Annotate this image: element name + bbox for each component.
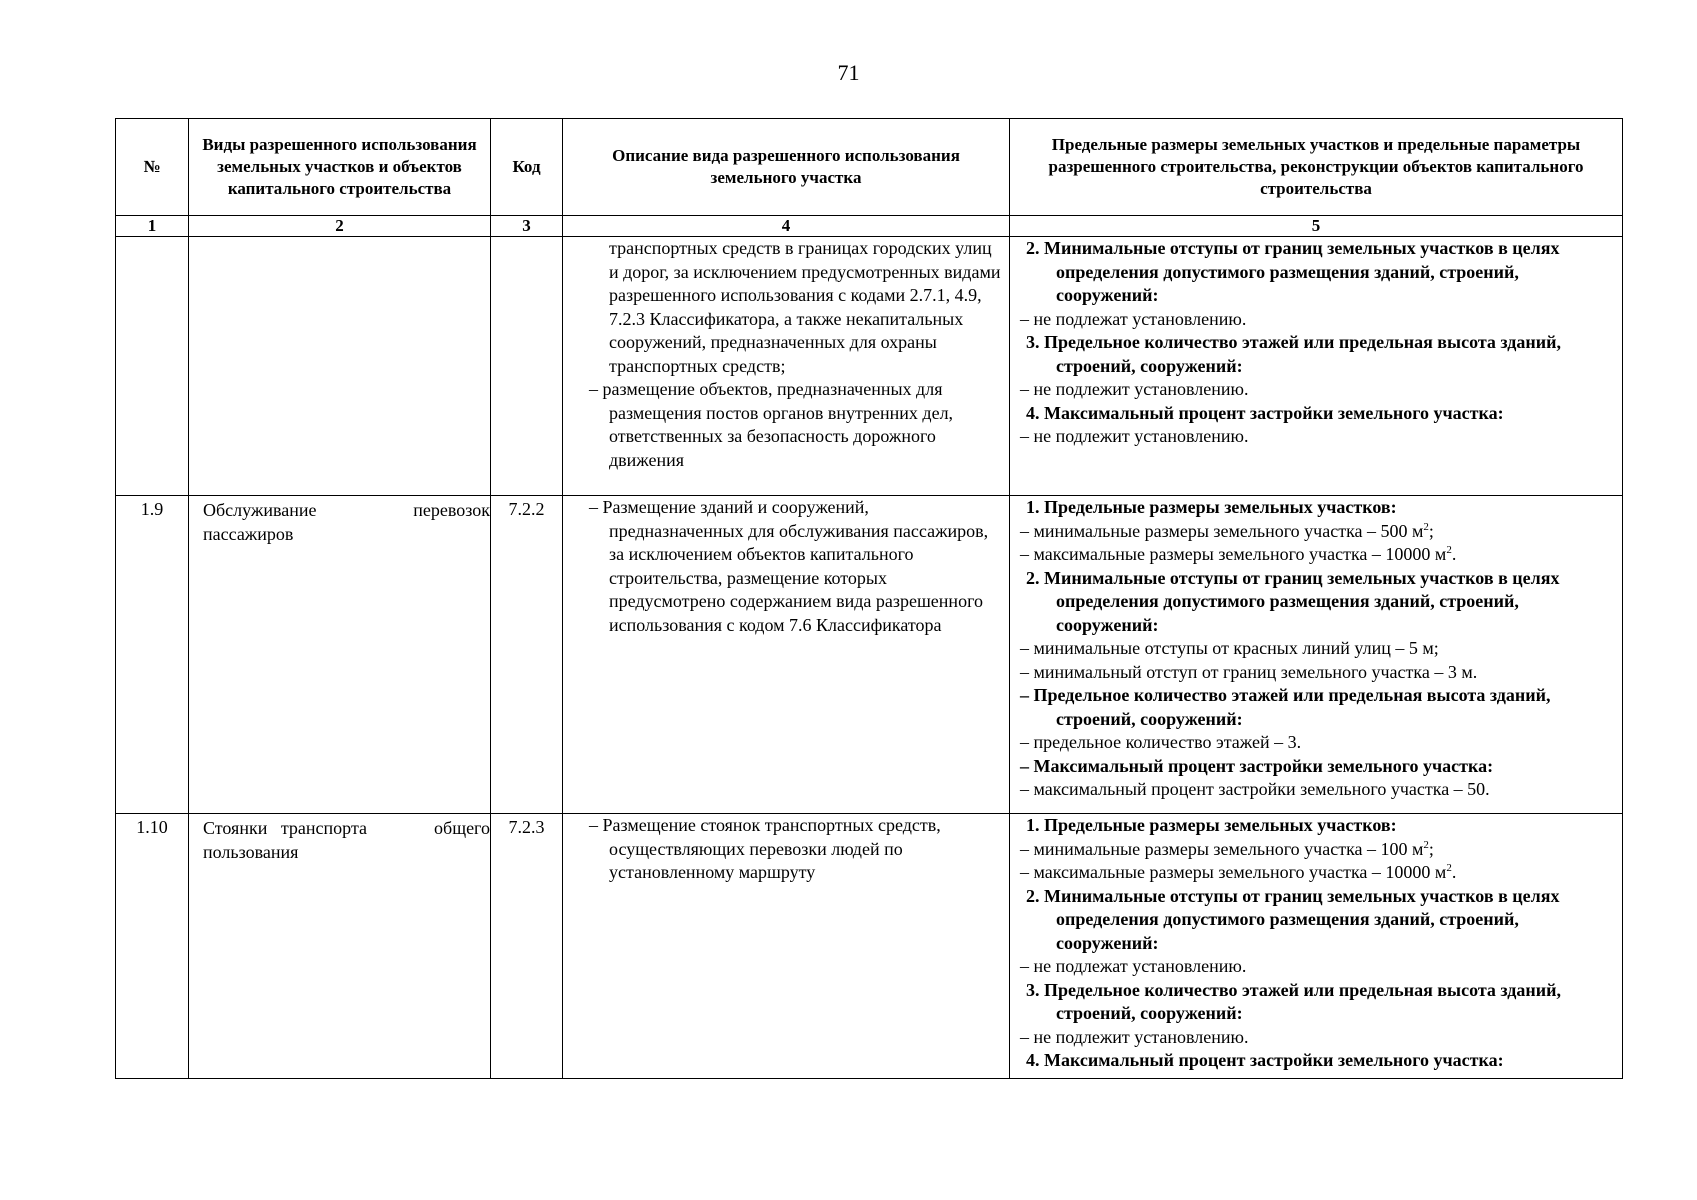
column-number: 4 (563, 216, 1010, 237)
column-number: 2 (189, 216, 491, 237)
param-heading: 2. Минимальные отступы от границ земельных участков в целях определения допустимого размещения зданий, строений, сооружений: (1026, 238, 1560, 305)
superscript: 2 (1423, 520, 1429, 533)
header-description: Описание вида разрешенного использования земельного участка (563, 119, 1010, 216)
header-number: № (116, 119, 189, 216)
param-heading: 2. Минимальные отступы от границ земельных участков в целях определения допустимого размещения зданий, строений, сооружений: (1026, 885, 1560, 953)
use-kind-word: Обслуживание (203, 500, 317, 520)
param-heading: 4. Максимальный процент застройки земельного участка: (1026, 402, 1504, 423)
use-kind-word: пользования (203, 842, 299, 862)
param-item-tail: ; (1428, 838, 1434, 859)
row-parameters (1010, 814, 1623, 1079)
param-heading: 4. Максимальный процент застройки земельного участка: (1026, 1050, 1504, 1070)
row-code (491, 237, 563, 496)
param-item: – не подлежит установлению. (1020, 379, 1249, 399)
param-heading: – Предельное количество этажей или предельная высота зданий, строений, сооружений: (1020, 685, 1551, 729)
row-number: 1.10 (116, 814, 189, 1079)
param-item (1020, 861, 1622, 885)
param-item (1020, 838, 1622, 862)
column-number-row (116, 216, 1623, 237)
row-description (563, 237, 1010, 496)
param-heading: 2. Минимальные отступы от границ земельных участков в целях определения допустимого размещения зданий, строений, сооружений: (1026, 567, 1560, 635)
row-description (563, 814, 1010, 1079)
param-item: – не подлежит установлению. (1020, 426, 1249, 446)
column-number: 1 (116, 216, 189, 237)
table-row (116, 814, 1623, 1079)
param-heading: 1. Предельные размеры земельных участков: (1026, 815, 1397, 835)
table-header-row (116, 119, 1623, 216)
column-number: 3 (491, 216, 563, 237)
row-parameters (1010, 496, 1623, 814)
param-item: – не подлежит установлению. (1020, 1026, 1249, 1047)
param-item: – минимальные отступы от красных линий улиц – 5 м; (1020, 638, 1439, 658)
param-item-tail: . (1451, 544, 1457, 564)
param-item (1020, 520, 1622, 544)
param-item: – не подлежат установлению. (1020, 956, 1247, 976)
param-item (1020, 543, 1622, 567)
param-item: – предельное количество этажей – 3. (1020, 732, 1302, 752)
param-item-tail: ; (1428, 520, 1434, 541)
row-code: 7.2.2 (491, 496, 563, 814)
description-paragraph: – Размещение зданий и сооружений, предназначенных для обслуживания пассажиров, за исключением объектов капитального строительства, размещение которых предусмотрено содержанием вида разрешенного использования с кодом 7.6 Классификатора (589, 497, 989, 635)
header-use-kind: Виды разрешенного использования земельных участков и объектов капитального строительства (189, 119, 491, 216)
use-kind-word: Стоянки транспорта (203, 818, 368, 838)
row-parameters (1010, 237, 1623, 496)
param-heading: – Максимальный процент застройки земельного участка: (1020, 755, 1494, 776)
land-use-table (115, 118, 1623, 1079)
param-item: – не подлежат установлению. (1020, 308, 1247, 329)
row-number: 1.9 (116, 496, 189, 814)
row-code: 7.2.3 (491, 814, 563, 1079)
use-kind-word: общего (434, 818, 490, 838)
column-number: 5 (1010, 216, 1623, 237)
row-use-kind (189, 237, 491, 496)
row-use-kind (189, 496, 491, 814)
header-code: Код (491, 119, 563, 216)
use-kind-word: перевозок (413, 500, 490, 520)
param-heading: 3. Предельное количество этажей или предельная высота зданий, строений, сооружений: (1026, 332, 1562, 376)
superscript: 2 (1423, 838, 1429, 851)
row-number (116, 237, 189, 496)
param-item-tail: . (1451, 862, 1457, 882)
param-item-text: – минимальные размеры земельного участка – 500 м (1020, 520, 1424, 541)
description-paragraph: – Размещение стоянок транспортных средств, осуществляющих перевозки людей по установленному маршруту (589, 815, 941, 882)
table-row (116, 496, 1623, 814)
param-item-text: – максимальные размеры земельного участка – 10000 м (1020, 544, 1447, 564)
param-item-text: – максимальные размеры земельного участка – 10000 м (1020, 862, 1447, 882)
superscript: 2 (1446, 544, 1452, 556)
use-kind-word: пассажиров (203, 524, 294, 544)
page-number: 71 (837, 60, 860, 85)
param-heading: 1. Предельные размеры земельных участков: (1026, 497, 1397, 517)
land-use-table-wrapper (115, 118, 1622, 1079)
param-item-text: – минимальные размеры земельного участка – 100 м (1020, 838, 1424, 859)
description-paragraph: – размещение объектов, предназначенных для размещения постов органов внутренних дел, ответственных за безопасность дорожного движения (589, 379, 954, 470)
superscript: 2 (1446, 862, 1452, 874)
table-row (116, 237, 1623, 496)
param-item: – минимальный отступ от границ земельного участка – 3 м. (1020, 661, 1478, 682)
header-parameters: Предельные размеры земельных участков и предельные параметры разрешенного строительства, реконструкции объектов капитального строительства (1010, 119, 1623, 216)
row-use-kind (189, 814, 491, 1079)
param-heading: 3. Предельное количество этажей или предельная высота зданий, строений, сооружений: (1026, 979, 1562, 1023)
param-item: – максимальный процент застройки земельного участка – 50. (1020, 779, 1490, 799)
description-paragraph: транспортных средств в границах городских улиц и дорог, за исключением предусмотренных видами разрешенного использования с кодами 2.7.1, 4.9, 7.2.3 Классификатора, а также некапитальных сооружений, предназначенных для охраны транспортных средств; (609, 238, 1001, 376)
row-description (563, 496, 1010, 814)
